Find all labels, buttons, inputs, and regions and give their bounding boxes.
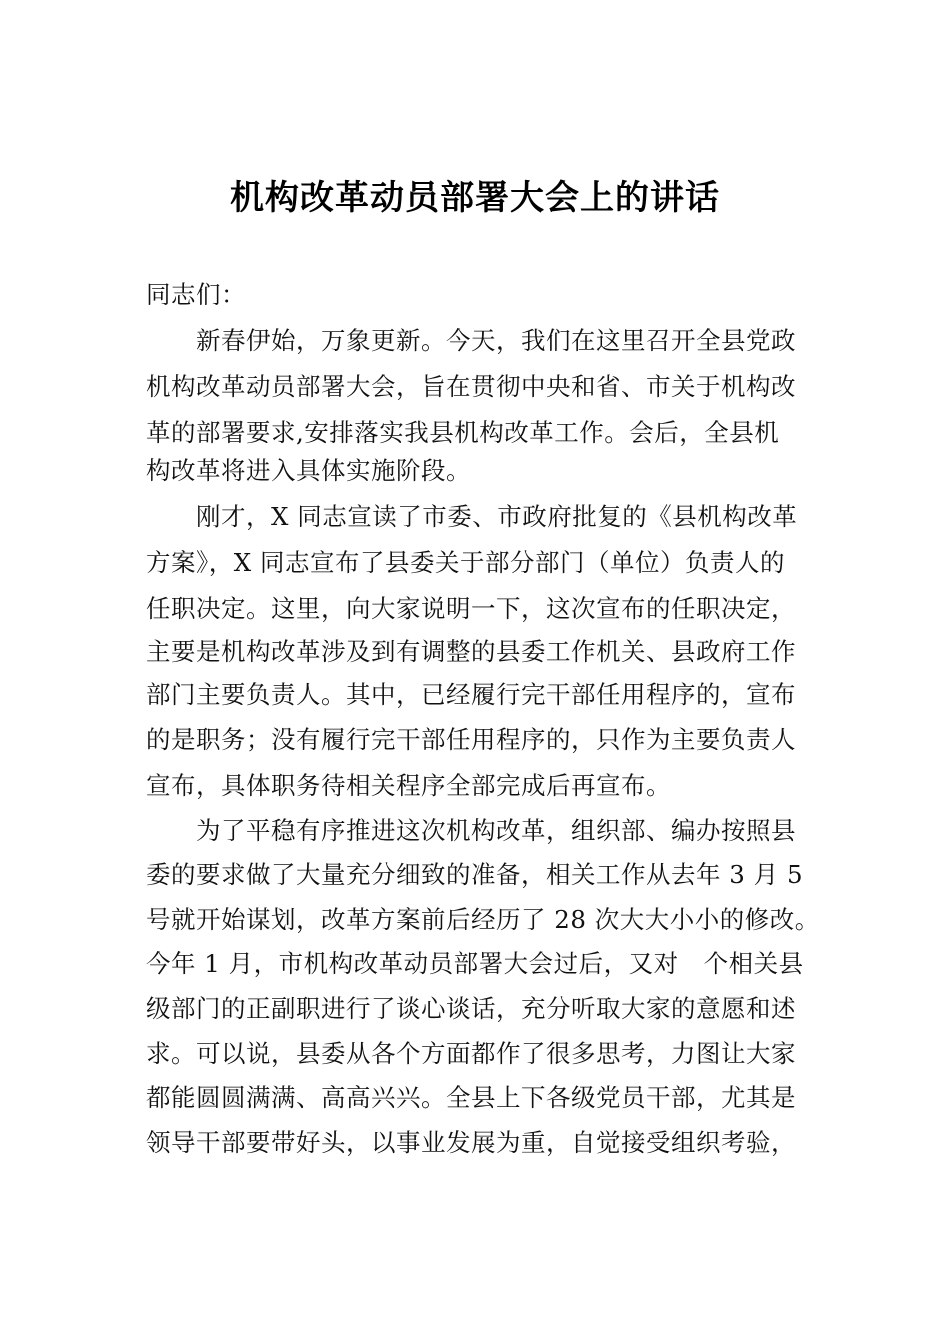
body-line: 求。可以说，县委从各个方面都作了很多思考，力图让大家	[146, 1039, 796, 1068]
body-line: 任职决定。这里，向大家说明一下，这次宣布的任职决定，	[146, 594, 796, 623]
body-line: 革的部署要求,安排落实我县机构改革工作。会后，全县机	[146, 418, 780, 447]
body-line: 号就开始谋划，改革方案前后经历了 28 次大大小小的修改。	[146, 905, 820, 934]
body-line: 级部门的正副职进行了谈心谈话，充分听取大家的意愿和述	[146, 994, 796, 1023]
body-line: 的是职务；没有履行完干部任用程序的，只作为主要负责人	[146, 725, 796, 754]
document-title: 机构改革动员部署大会上的讲话	[230, 178, 720, 218]
body-line: 领导干部要带好头，以事业发展为重，自觉接受组织考验，	[146, 1128, 796, 1157]
body-line: 委的要求做了大量充分细致的准备，相关工作从去年 3 月 5	[146, 860, 804, 889]
salutation-line: 同志们：	[146, 280, 246, 309]
body-line: 机构改革动员部署大会，旨在贯彻中央和省、市关于机构改	[146, 372, 796, 401]
body-line: 主要是机构改革涉及到有调整的县委工作机关、县政府工作	[146, 637, 796, 666]
body-line: 为了平稳有序推进这次机构改革，组织部、编办按照县	[146, 816, 796, 845]
body-line: 都能圆圆满满、高高兴兴。全县上下各级党员干部，尤其是	[146, 1083, 796, 1112]
body-line: 部门主要负责人。其中，已经履行完干部任用程序的，宣布	[146, 680, 796, 709]
body-line: 今年 1 月，市机构改革动员部署大会过后，又对 个相关县	[146, 949, 804, 978]
body-line: 刚才，X 同志宣读了市委、市政府批复的《县机构改革	[146, 502, 798, 531]
body-line: 新春伊始，万象更新。今天，我们在这里召开全县党政	[146, 326, 796, 355]
body-line: 方案》，X 同志宣布了县委关于部分部门（单位）负责人的	[146, 548, 785, 577]
body-line: 构改革将进入具体实施阶段。	[146, 456, 471, 485]
body-line: 宣布，具体职务待相关程序全部完成后再宣布。	[146, 771, 671, 800]
